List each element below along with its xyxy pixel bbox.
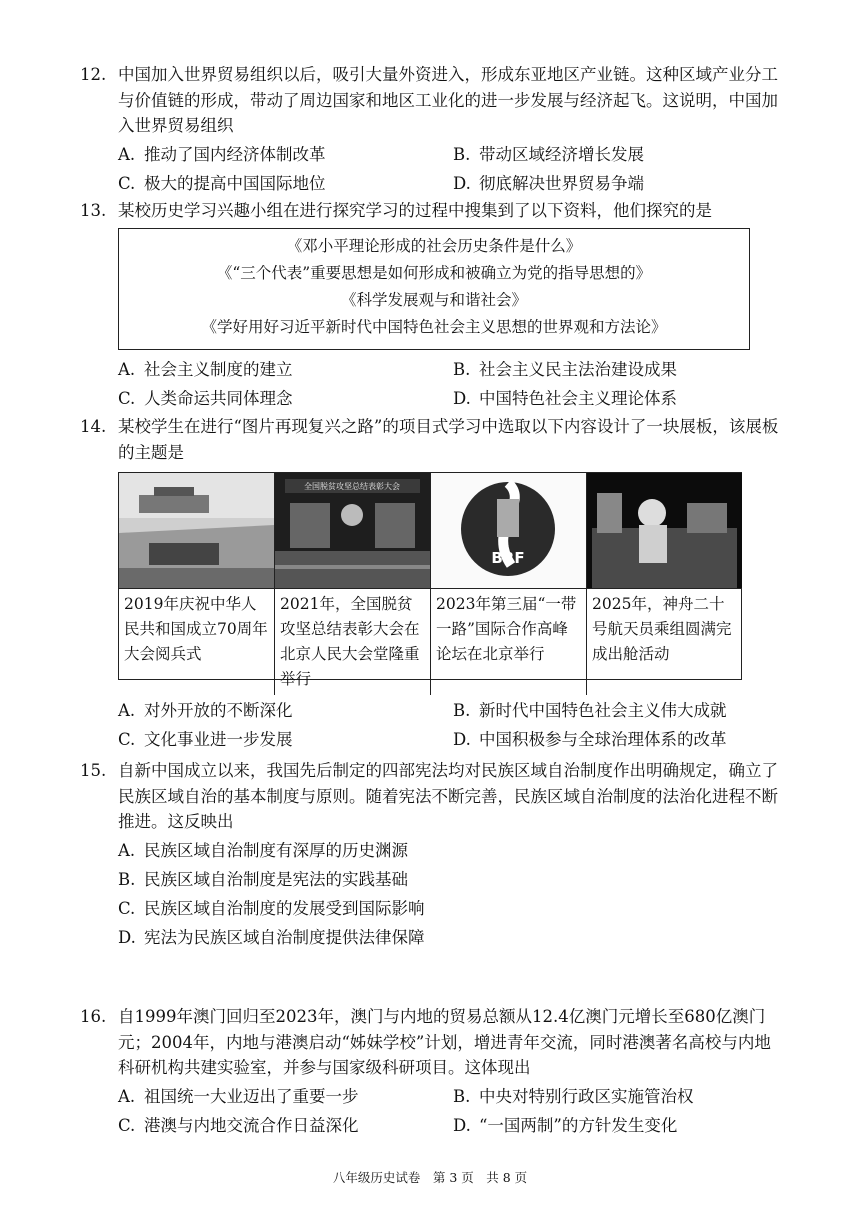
page-footer: 八年级历史试卷 第 3 页 共 8 页 xyxy=(332,1170,528,1185)
option-text: 中国积极参与全球治理体系的改革 xyxy=(479,729,727,749)
material-title: 《邓小平理论形成的社会历史条件是什么》 xyxy=(286,237,582,255)
option-a[interactable] xyxy=(118,698,453,724)
option-letter: A. xyxy=(118,145,136,165)
material-title: 《“三个代表”重要思想是如何形成和被确立为党的指导思想的》 xyxy=(216,264,652,282)
option-d[interactable] xyxy=(453,171,788,197)
option-d[interactable] xyxy=(453,386,788,412)
option-letter: A. xyxy=(118,700,136,720)
option-b[interactable] xyxy=(453,698,788,724)
option-letter: D. xyxy=(453,729,471,749)
option-c[interactable] xyxy=(118,896,818,922)
question-14 xyxy=(0,414,860,465)
options xyxy=(118,1083,818,1141)
option-letter: A. xyxy=(118,841,136,861)
option-b[interactable] xyxy=(453,142,788,168)
option-c[interactable] xyxy=(118,1113,453,1139)
option-text: 社会主义制度的建立 xyxy=(144,359,293,379)
option-b[interactable] xyxy=(118,867,818,893)
option-letter: C. xyxy=(118,1116,136,1136)
option-letter: D. xyxy=(453,174,471,194)
exhibition-board xyxy=(118,472,742,688)
option-letter: C. xyxy=(118,388,136,408)
question-text: 某校学生在进行“图片再现复兴之路”的项目式学习中选取以下内容设计了一块展板，该展板的主题是 xyxy=(118,417,779,462)
option-text: 彻底解决世界贸易争端 xyxy=(479,174,644,194)
option-letter: C. xyxy=(118,729,136,749)
option-d[interactable] xyxy=(453,727,788,753)
option-text: 中国特色社会主义理论体系 xyxy=(479,388,677,408)
photo-card xyxy=(275,473,431,695)
option-text: 对外开放的不断深化 xyxy=(144,700,293,720)
option-letter: D. xyxy=(118,928,136,948)
option-d[interactable] xyxy=(118,925,818,951)
option-text: 祖国统一大业迈出了重要一步 xyxy=(144,1087,359,1107)
question-text: 自1999年澳门回归至2023年，澳门与内地的贸易总额从12.4亿澳门元增长至680亿澳门元；2004年，内地与港澳启动“姊妹学校”计划，增进青年交流，同时港澳著名高校与内地科研机构共建实验室，并参与国家级科研项目。这体现出 xyxy=(118,1007,771,1078)
material-title: 《学好用好习近平新时代中国特色社会主义思想的世界观和方法论》 xyxy=(201,318,667,336)
question-15 xyxy=(0,758,860,953)
option-a[interactable] xyxy=(118,1084,453,1110)
question-text: 某校历史学习兴趣小组在进行探究学习的过程中搜集到了以下资料，他们探究的是 xyxy=(118,201,712,220)
option-letter: B. xyxy=(453,700,471,720)
question-stem xyxy=(0,1004,860,1081)
option-letter: D. xyxy=(453,1116,471,1136)
question-stem xyxy=(0,198,860,224)
materials-box xyxy=(118,228,750,350)
photo-card xyxy=(431,473,587,695)
question-number: 15. xyxy=(80,761,107,780)
option-b[interactable] xyxy=(453,1084,788,1110)
option-letter: B. xyxy=(453,1087,471,1107)
logo-text: BRF xyxy=(491,549,525,567)
question-14-options xyxy=(0,696,860,754)
option-letter: B. xyxy=(453,359,471,379)
question-13-options xyxy=(0,355,860,413)
option-text: 极大的提高中国国际地位 xyxy=(144,174,326,194)
question-text: 中国加入世界贸易组织以后，吸引大量外资进入，形成东亚地区产业链。这种区域产业分工与价值链的形成，带动了周边国家和地区工业化的进一步发展与经济起飞。这说明，中国加入世界贸易组织 xyxy=(118,65,778,136)
question-16 xyxy=(0,1004,860,1141)
option-c[interactable] xyxy=(118,727,453,753)
options xyxy=(118,696,818,754)
question-stem xyxy=(0,414,860,465)
options xyxy=(118,837,818,953)
banner-text: 全国脱贫攻坚总结表彰大会 xyxy=(304,482,400,491)
option-c[interactable] xyxy=(118,386,453,412)
question-number: 14. xyxy=(80,417,107,436)
photo-card xyxy=(587,473,742,695)
photo-caption: 2021年，全国脱贫攻坚总结表彰大会在北京人民大会堂隆重举行 xyxy=(280,595,420,688)
option-a[interactable] xyxy=(118,838,818,864)
options xyxy=(118,355,818,413)
option-text: 中央对特别行政区实施管治权 xyxy=(479,1087,694,1107)
question-12 xyxy=(0,62,860,199)
option-a[interactable] xyxy=(118,142,453,168)
option-text: 推动了国内经济体制改革 xyxy=(144,145,326,165)
option-letter: B. xyxy=(118,870,136,890)
photo-caption: 2023年第三届“一带一路”国际合作高峰论坛在北京举行 xyxy=(436,595,577,663)
parade-photo xyxy=(119,473,274,589)
option-text: 新时代中国特色社会主义伟大成就 xyxy=(479,700,727,720)
option-text: 社会主义民主法治建设成果 xyxy=(479,359,677,379)
question-stem xyxy=(0,758,860,835)
question-number: 13. xyxy=(80,201,107,220)
material-title: 《科学发展观与和谐社会》 xyxy=(340,291,527,309)
option-b[interactable] xyxy=(453,357,788,383)
option-text: 民族区域自治制度的发展受到国际影响 xyxy=(144,899,425,919)
question-number: 16. xyxy=(80,1007,107,1026)
option-text: 人类命运共同体理念 xyxy=(144,388,293,408)
photo-caption: 2025年，神舟二十号航天员乘组圆满完成出舱活动 xyxy=(592,595,732,663)
option-text: 带动区域经济增长发展 xyxy=(479,145,644,165)
question-13 xyxy=(0,198,860,224)
option-text: “一国两制”的方针发生变化 xyxy=(479,1116,678,1136)
option-letter: D. xyxy=(453,388,471,408)
option-letter: C. xyxy=(118,174,136,194)
options xyxy=(118,141,818,199)
spacewalk-photo xyxy=(587,473,742,589)
option-letter: A. xyxy=(118,359,136,379)
option-text: 文化事业进一步发展 xyxy=(144,729,293,749)
option-text: 港澳与内地交流合作日益深化 xyxy=(144,1116,359,1136)
option-text: 宪法为民族区域自治制度提供法律保障 xyxy=(144,928,425,948)
question-number: 12. xyxy=(80,65,107,84)
option-letter: C. xyxy=(118,899,136,919)
brf-logo xyxy=(431,473,586,589)
photo-caption: 2019年庆祝中华人民共和国成立70周年大会阅兵式 xyxy=(124,595,268,663)
option-text: 民族区域自治制度有深厚的历史渊源 xyxy=(144,841,408,861)
option-c[interactable] xyxy=(118,171,453,197)
conference-photo xyxy=(275,473,430,589)
option-a[interactable] xyxy=(118,357,453,383)
option-letter: B. xyxy=(453,145,471,165)
photo-card xyxy=(119,473,275,695)
option-d[interactable] xyxy=(453,1113,788,1139)
question-text: 自新中国成立以来，我国先后制定的四部宪法均对民族区域自治制度作出明确规定，确立了民族区域自治的基本制度与原则。随着宪法不断完善，民族区域自治制度的法治化进程不断推进。这反映出 xyxy=(118,761,778,832)
option-text: 民族区域自治制度是宪法的实践基础 xyxy=(144,870,408,890)
question-stem xyxy=(0,62,860,139)
option-letter: A. xyxy=(118,1087,136,1107)
